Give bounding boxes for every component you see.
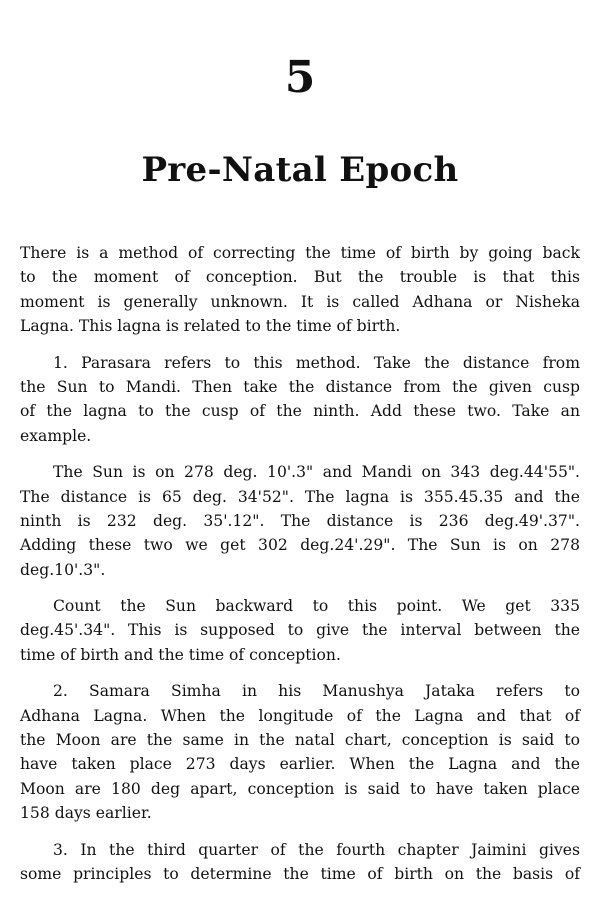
paragraph <box>20 460 580 582</box>
paragraph <box>20 351 580 449</box>
text-line: Count the Sun backward to this point. We get 335 <box>53 597 580 616</box>
text-line: The distance is 65 deg. 34'52". The lagna is 355.45.35 and the <box>20 487 580 506</box>
chapter-number: 5 <box>284 52 316 103</box>
text-line: the Moon are the same in the natal chart, conception is said to <box>20 731 580 750</box>
text-line: Adhana Lagna. When the longitude of the Lagna and that of <box>20 706 580 725</box>
text-line: There is a method of correcting the time of birth by going back <box>20 244 580 262</box>
paragraph <box>20 594 580 667</box>
text-line: Adding these two we get 302 deg.24'.29". The Sun is on 278 <box>20 536 580 555</box>
text-line: the Sun to Mandi. Then take the distance from the given cusp <box>20 377 580 396</box>
text-line: ninth is 232 deg. 35'.12". The distance is 236 deg.49'.37". <box>20 511 580 530</box>
text-line: example. <box>20 426 92 445</box>
text-line: deg.45'.34". This is supposed to give the interval between the <box>20 621 580 640</box>
text-line: to the moment of conception. But the trouble is that this <box>20 268 580 287</box>
text-line: 3. In the third quarter of the fourth chapter Jaimini gives <box>53 840 580 859</box>
text-line: some principles to determine the time of birth on the basis of <box>20 864 580 883</box>
chapter-title: Pre-Natal Epoch <box>141 150 459 190</box>
paragraph <box>20 241 580 339</box>
text-line: 2. Samara Simha in his Manushya Jataka refers to <box>53 682 580 701</box>
body-text <box>20 241 580 898</box>
text-line: Lagna. This lagna is related to the time of birth. <box>20 317 401 336</box>
text-line: have taken place 273 days earlier. When the Lagna and the <box>20 755 580 774</box>
text-line: time of birth and the time of conception. <box>20 645 341 664</box>
text-line: of the lagna to the cusp of the ninth. Add these two. Take an <box>20 402 580 421</box>
text-line: deg.10'.3". <box>20 560 106 579</box>
text-line: 158 days earlier. <box>20 804 152 823</box>
text-line: Moon are 180 deg apart, conception is said to have taken place <box>20 779 580 798</box>
text-line: 1. Parasara refers to this method. Take the distance from <box>53 353 580 372</box>
paragraph <box>20 679 580 825</box>
text-line: moment is generally unknown. It is called Adhana or Nisheka <box>20 292 580 311</box>
paragraph <box>20 838 580 887</box>
text-line: The Sun is on 278 deg. 10'.3" and Mandi on 343 deg.44'55". <box>53 463 580 482</box>
